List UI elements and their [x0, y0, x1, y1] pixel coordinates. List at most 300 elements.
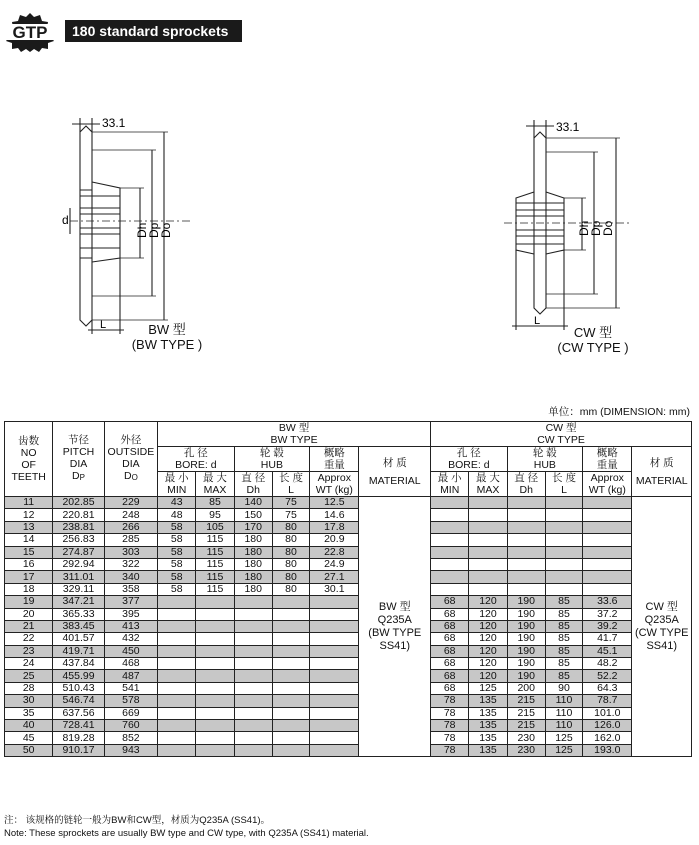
cell-bw-bore-max — [196, 720, 234, 732]
cell-cw-bore-min: 78 — [431, 744, 469, 756]
header-cw-type: CW 型 CW TYPE — [431, 422, 692, 447]
cell-cw-weight — [583, 571, 632, 583]
cell-cw-weight: 126.0 — [583, 720, 632, 732]
header-cw-dh: 直 径 Dh — [507, 472, 545, 497]
cell-bw-hub-l: 80 — [272, 534, 309, 546]
header-cw-bore: 孔 径 BORE: d — [431, 447, 508, 472]
cell-pitch-dia: 256.83 — [53, 534, 104, 546]
cell-cw-hub-l: 85 — [545, 658, 582, 670]
cell-bw-weight: 12.5 — [310, 497, 359, 509]
cell-teeth: 25 — [5, 670, 53, 682]
cell-bw-bore-max — [196, 682, 234, 694]
cell-cw-hub-l: 85 — [545, 645, 582, 657]
header-bw-bore: 孔 径 BORE: d — [158, 447, 235, 472]
cell-cw-hub-dh: 190 — [507, 645, 545, 657]
cell-bw-hub-l — [272, 695, 309, 707]
cell-bw-hub-dh — [234, 720, 272, 732]
table-row — [5, 497, 692, 509]
cell-cw-weight — [583, 509, 632, 521]
header-pitch-dia: 节径 PITCH DIA DP — [53, 422, 104, 497]
cell-cw-hub-l — [545, 497, 582, 509]
cell-outside-dia: 248 — [104, 509, 157, 521]
cell-bw-bore-max — [196, 658, 234, 670]
cell-pitch-dia: 437.84 — [53, 658, 104, 670]
cell-cw-bore-min — [431, 534, 469, 546]
cell-pitch-dia: 311.01 — [53, 571, 104, 583]
cell-bw-weight — [310, 620, 359, 632]
cell-bw-hub-l — [272, 720, 309, 732]
note-chinese: 注： 该规格的链轮一般为BW和CW型，材质为Q235A (SS41)。 — [4, 815, 271, 826]
cell-cw-bore-min: 68 — [431, 682, 469, 694]
cell-cw-hub-l — [545, 521, 582, 533]
cell-cw-weight: 33.6 — [583, 596, 632, 608]
cell-teeth: 18 — [5, 583, 53, 595]
cell-cw-bore-max: 135 — [469, 744, 507, 756]
cell-outside-dia: 358 — [104, 583, 157, 595]
bw-caption-cn: BW 型 — [148, 322, 186, 337]
cell-cw-hub-dh: 190 — [507, 596, 545, 608]
cell-cw-hub-dh: 190 — [507, 658, 545, 670]
cell-cw-weight: 48.2 — [583, 658, 632, 670]
cell-bw-hub-l — [272, 620, 309, 632]
cell-pitch-dia: 455.99 — [53, 670, 104, 682]
cell-cw-hub-l: 125 — [545, 732, 582, 744]
cell-teeth: 22 — [5, 633, 53, 645]
cell-bw-hub-dh: 180 — [234, 571, 272, 583]
cell-cw-bore-min: 68 — [431, 645, 469, 657]
cw-label-dp: Dp — [589, 220, 603, 236]
cell-cw-weight: 101.0 — [583, 707, 632, 719]
cell-cw-hub-dh: 215 — [507, 707, 545, 719]
bw-dim-33-1: 33.1 — [102, 116, 126, 130]
cell-cw-bore-min: 78 — [431, 695, 469, 707]
cell-bw-hub-dh — [234, 658, 272, 670]
cell-bw-hub-l — [272, 682, 309, 694]
logo-text: GTP — [12, 23, 48, 42]
cell-cw-hub-dh — [507, 558, 545, 570]
cell-cw-hub-dh — [507, 571, 545, 583]
cell-teeth: 14 — [5, 534, 53, 546]
bw-label-d: d — [62, 213, 69, 227]
cell-bw-hub-dh — [234, 596, 272, 608]
page-title: 180 standard sprockets — [65, 20, 242, 42]
cell-teeth: 30 — [5, 695, 53, 707]
cell-bw-bore-min — [158, 732, 196, 744]
table-row — [5, 670, 692, 682]
table-row — [5, 682, 692, 694]
cell-cw-hub-l: 85 — [545, 633, 582, 645]
cell-cw-bore-max: 120 — [469, 608, 507, 620]
cell-cw-bore-max — [469, 571, 507, 583]
cw-caption-en: (CW TYPE ) — [557, 340, 629, 355]
cell-bw-bore-max: 115 — [196, 583, 234, 595]
cell-cw-bore-min: 78 — [431, 707, 469, 719]
cell-bw-bore-max: 115 — [196, 571, 234, 583]
cell-cw-hub-dh — [507, 509, 545, 521]
cell-outside-dia: 450 — [104, 645, 157, 657]
cell-pitch-dia: 637.56 — [53, 707, 104, 719]
header-teeth: 齿数 NO OF TEETH — [5, 422, 53, 497]
cell-outside-dia: 760 — [104, 720, 157, 732]
cell-bw-hub-dh: 170 — [234, 521, 272, 533]
cw-label-dh: Dh — [577, 220, 591, 236]
cell-bw-bore-min: 58 — [158, 534, 196, 546]
cw-caption-cn: CW 型 — [573, 325, 613, 340]
cell-outside-dia: 943 — [104, 744, 157, 756]
cell-cw-hub-dh — [507, 521, 545, 533]
cell-cw-hub-dh — [507, 534, 545, 546]
cell-bw-hub-l — [272, 744, 309, 756]
cell-pitch-dia: 202.85 — [53, 497, 104, 509]
cell-bw-hub-dh: 150 — [234, 509, 272, 521]
cell-cw-bore-min: 68 — [431, 608, 469, 620]
table-row — [5, 571, 692, 583]
cell-cw-weight: 52.2 — [583, 670, 632, 682]
cell-cw-bore-max: 120 — [469, 658, 507, 670]
bw-label-l: L — [100, 319, 107, 331]
cell-outside-dia: 852 — [104, 732, 157, 744]
cell-bw-bore-min — [158, 695, 196, 707]
table-row — [5, 732, 692, 744]
cell-pitch-dia: 238.81 — [53, 521, 104, 533]
cell-bw-hub-l — [272, 658, 309, 670]
cell-bw-hub-dh — [234, 670, 272, 682]
cell-bw-bore-min — [158, 596, 196, 608]
cell-bw-hub-l: 80 — [272, 571, 309, 583]
cell-bw-bore-min — [158, 620, 196, 632]
bw-label-dp: Dp — [147, 222, 161, 238]
cell-cw-hub-dh: 190 — [507, 608, 545, 620]
cell-bw-hub-dh: 180 — [234, 546, 272, 558]
cell-teeth: 24 — [5, 658, 53, 670]
cell-cw-hub-l: 85 — [545, 670, 582, 682]
bw-label-dh: Dh — [135, 222, 149, 238]
gtp-logo — [2, 12, 58, 52]
cell-cw-weight: 193.0 — [583, 744, 632, 756]
cell-pitch-dia: 383.45 — [53, 620, 104, 632]
cell-cw-hub-dh: 190 — [507, 633, 545, 645]
cell-bw-weight — [310, 633, 359, 645]
cell-cw-hub-dh — [507, 546, 545, 558]
cell-bw-weight: 24.9 — [310, 558, 359, 570]
cell-bw-hub-l: 80 — [272, 546, 309, 558]
cell-bw-bore-min — [158, 707, 196, 719]
cell-pitch-dia: 728.41 — [53, 720, 104, 732]
table-row — [5, 620, 692, 632]
cell-outside-dia: 669 — [104, 707, 157, 719]
cw-type-caption — [538, 325, 648, 355]
cell-bw-bore-max: 85 — [196, 497, 234, 509]
cell-bw-hub-dh: 180 — [234, 583, 272, 595]
cell-outside-dia: 285 — [104, 534, 157, 546]
cell-outside-dia: 340 — [104, 571, 157, 583]
cell-pitch-dia: 419.71 — [53, 645, 104, 657]
cell-cw-bore-min — [431, 583, 469, 595]
table-row — [5, 521, 692, 533]
cell-bw-hub-l — [272, 732, 309, 744]
cell-cw-hub-l — [545, 546, 582, 558]
cw-dim-33-1: 33.1 — [556, 120, 580, 134]
cell-teeth: 50 — [5, 744, 53, 756]
table-row — [5, 720, 692, 732]
cell-outside-dia: 487 — [104, 670, 157, 682]
cell-bw-bore-min — [158, 744, 196, 756]
header-cw-weight: 概略 重量 — [583, 447, 632, 472]
cell-bw-bore-max: 95 — [196, 509, 234, 521]
cell-bw-bore-min: 58 — [158, 521, 196, 533]
cell-bw-bore-min — [158, 645, 196, 657]
cell-pitch-dia: 274.87 — [53, 546, 104, 558]
cell-cw-bore-max — [469, 546, 507, 558]
cell-cw-weight: 37.2 — [583, 608, 632, 620]
cell-bw-weight — [310, 596, 359, 608]
cw-label-l: L — [534, 315, 541, 327]
cell-bw-hub-dh — [234, 633, 272, 645]
cell-cw-bore-max: 135 — [469, 720, 507, 732]
cell-teeth: 11 — [5, 497, 53, 509]
header-cw-l: 长 度 L — [545, 472, 582, 497]
cell-bw-hub-dh — [234, 620, 272, 632]
cell-cw-hub-dh: 190 — [507, 670, 545, 682]
header-cw-hub: 轮 毂 HUB — [507, 447, 583, 472]
cell-cw-bore-min — [431, 558, 469, 570]
table-row — [5, 596, 692, 608]
table-row — [5, 645, 692, 657]
cell-cw-hub-dh — [507, 583, 545, 595]
cell-teeth: 17 — [5, 571, 53, 583]
cell-bw-weight: 14.6 — [310, 509, 359, 521]
cell-bw-bore-min: 48 — [158, 509, 196, 521]
cell-pitch-dia: 819.28 — [53, 732, 104, 744]
cell-cw-hub-dh — [507, 497, 545, 509]
cell-bw-hub-l: 80 — [272, 521, 309, 533]
header-bw-max: 最 大 MAX — [196, 472, 234, 497]
cell-bw-hub-dh — [234, 732, 272, 744]
cell-bw-weight — [310, 707, 359, 719]
cell-cw-bore-max: 135 — [469, 707, 507, 719]
cell-cw-bore-min — [431, 497, 469, 509]
cell-bw-bore-max: 105 — [196, 521, 234, 533]
header-bw-weight: 概略 重量 — [310, 447, 359, 472]
cell-cw-hub-l — [545, 583, 582, 595]
cell-bw-bore-min: 58 — [158, 546, 196, 558]
header-bw-min: 最 小 MIN — [158, 472, 196, 497]
header-bw-dh: 直 径 Dh — [234, 472, 272, 497]
cell-bw-bore-max — [196, 645, 234, 657]
cell-outside-dia: 229 — [104, 497, 157, 509]
cell-bw-bore-min: 58 — [158, 558, 196, 570]
cw-material-cell: CW 型 Q235A (CW TYPE SS41) — [632, 497, 692, 757]
cell-bw-hub-dh: 180 — [234, 534, 272, 546]
cell-bw-bore-min: 43 — [158, 497, 196, 509]
cell-bw-bore-max: 115 — [196, 546, 234, 558]
cell-cw-hub-dh: 230 — [507, 744, 545, 756]
cell-teeth: 16 — [5, 558, 53, 570]
cell-bw-weight: 20.9 — [310, 534, 359, 546]
table-row — [5, 695, 692, 707]
cell-cw-bore-min: 78 — [431, 732, 469, 744]
cell-bw-bore-max: 115 — [196, 558, 234, 570]
cell-cw-bore-max: 135 — [469, 695, 507, 707]
cw-label-do: Do — [601, 220, 615, 236]
units-label: 单位：mm (DIMENSION: mm) — [548, 406, 690, 418]
cell-pitch-dia: 546.74 — [53, 695, 104, 707]
cell-bw-hub-l — [272, 645, 309, 657]
cell-teeth: 20 — [5, 608, 53, 620]
cell-teeth: 21 — [5, 620, 53, 632]
cell-bw-weight — [310, 645, 359, 657]
cell-cw-hub-l — [545, 558, 582, 570]
cell-bw-bore-max — [196, 744, 234, 756]
cell-cw-bore-min: 68 — [431, 633, 469, 645]
cell-cw-hub-dh: 190 — [507, 620, 545, 632]
cell-cw-bore-max: 120 — [469, 620, 507, 632]
cell-bw-hub-dh — [234, 682, 272, 694]
cell-cw-bore-min — [431, 546, 469, 558]
cell-cw-weight: 39.2 — [583, 620, 632, 632]
table-row — [5, 558, 692, 570]
cell-cw-bore-max: 135 — [469, 732, 507, 744]
cell-bw-weight — [310, 682, 359, 694]
cell-cw-weight: 78.7 — [583, 695, 632, 707]
cell-cw-hub-dh: 215 — [507, 695, 545, 707]
cell-bw-hub-dh — [234, 608, 272, 620]
cell-bw-bore-max — [196, 695, 234, 707]
cell-outside-dia: 468 — [104, 658, 157, 670]
cell-bw-weight: 27.1 — [310, 571, 359, 583]
cell-bw-bore-min: 58 — [158, 583, 196, 595]
cell-outside-dia: 413 — [104, 620, 157, 632]
cell-outside-dia: 322 — [104, 558, 157, 570]
cell-bw-bore-min — [158, 658, 196, 670]
cell-bw-weight — [310, 732, 359, 744]
cell-cw-bore-min — [431, 571, 469, 583]
cell-cw-weight: 64.3 — [583, 682, 632, 694]
cell-bw-hub-l — [272, 608, 309, 620]
cell-cw-bore-max — [469, 509, 507, 521]
cell-teeth: 23 — [5, 645, 53, 657]
cell-cw-weight — [583, 497, 632, 509]
bw-type-caption — [112, 322, 222, 352]
cell-bw-hub-l: 75 — [272, 497, 309, 509]
cell-teeth: 40 — [5, 720, 53, 732]
cell-bw-weight: 22.8 — [310, 546, 359, 558]
cell-bw-hub-l — [272, 707, 309, 719]
cell-outside-dia: 578 — [104, 695, 157, 707]
cell-bw-bore-min — [158, 608, 196, 620]
cell-cw-bore-max — [469, 534, 507, 546]
cell-cw-weight — [583, 521, 632, 533]
cell-bw-weight — [310, 720, 359, 732]
cell-cw-bore-min: 68 — [431, 670, 469, 682]
cell-cw-hub-l: 125 — [545, 744, 582, 756]
cell-bw-hub-l — [272, 596, 309, 608]
cell-cw-hub-dh: 215 — [507, 720, 545, 732]
cell-cw-bore-max — [469, 521, 507, 533]
cell-bw-hub-dh — [234, 744, 272, 756]
cell-cw-bore-min: 68 — [431, 658, 469, 670]
cell-bw-weight — [310, 670, 359, 682]
header-outside-dia: 外径 OUTSIDE DIA DO — [104, 422, 157, 497]
cell-bw-bore-min: 58 — [158, 571, 196, 583]
cell-bw-bore-max — [196, 732, 234, 744]
cell-bw-weight: 17.8 — [310, 521, 359, 533]
header-bw-l: 长 度 L — [272, 472, 309, 497]
sprocket-spec-table — [4, 421, 692, 757]
cell-cw-hub-l: 85 — [545, 620, 582, 632]
table-row — [5, 509, 692, 521]
cell-bw-bore-min — [158, 720, 196, 732]
cell-teeth: 12 — [5, 509, 53, 521]
cell-pitch-dia: 329.11 — [53, 583, 104, 595]
table-row — [5, 546, 692, 558]
cell-outside-dia: 266 — [104, 521, 157, 533]
cell-cw-hub-dh: 230 — [507, 732, 545, 744]
cell-pitch-dia: 365.33 — [53, 608, 104, 620]
cell-bw-weight — [310, 695, 359, 707]
cell-pitch-dia: 292.94 — [53, 558, 104, 570]
cell-cw-weight: 45.1 — [583, 645, 632, 657]
cell-cw-bore-max — [469, 583, 507, 595]
cell-cw-hub-l: 110 — [545, 695, 582, 707]
cell-cw-bore-min: 68 — [431, 620, 469, 632]
cell-pitch-dia: 910.17 — [53, 744, 104, 756]
cell-cw-weight: 41.7 — [583, 633, 632, 645]
cell-teeth: 35 — [5, 707, 53, 719]
cell-bw-hub-dh: 180 — [234, 558, 272, 570]
cell-teeth: 13 — [5, 521, 53, 533]
cell-teeth: 19 — [5, 596, 53, 608]
header-bw-hub: 轮 毂 HUB — [234, 447, 310, 472]
cell-bw-bore-max — [196, 633, 234, 645]
bw-material-cell: BW 型 Q235A (BW TYPE SS41) — [359, 497, 431, 757]
cell-bw-weight — [310, 658, 359, 670]
cell-teeth: 15 — [5, 546, 53, 558]
cell-bw-bore-max — [196, 608, 234, 620]
cell-cw-hub-l — [545, 534, 582, 546]
table-row — [5, 707, 692, 719]
cell-bw-hub-dh — [234, 707, 272, 719]
cell-bw-hub-l: 75 — [272, 509, 309, 521]
cell-cw-bore-max — [469, 497, 507, 509]
cell-cw-bore-max: 120 — [469, 645, 507, 657]
cell-pitch-dia: 347.21 — [53, 596, 104, 608]
cell-bw-hub-dh — [234, 645, 272, 657]
bw-caption-en: (BW TYPE ) — [131, 337, 203, 352]
table-row — [5, 583, 692, 595]
header-cw-min: 最 小 MIN — [431, 472, 469, 497]
cell-bw-hub-dh — [234, 695, 272, 707]
cell-outside-dia: 395 — [104, 608, 157, 620]
cell-bw-hub-dh: 140 — [234, 497, 272, 509]
cell-bw-weight: 30.1 — [310, 583, 359, 595]
header-bw-type: BW 型 BW TYPE — [158, 422, 431, 447]
cell-cw-weight — [583, 534, 632, 546]
cell-teeth: 28 — [5, 682, 53, 694]
cell-cw-bore-min: 78 — [431, 720, 469, 732]
cell-outside-dia: 541 — [104, 682, 157, 694]
cell-bw-hub-l: 80 — [272, 558, 309, 570]
cell-bw-weight — [310, 744, 359, 756]
cell-pitch-dia: 510.43 — [53, 682, 104, 694]
cell-cw-hub-l: 85 — [545, 608, 582, 620]
cell-bw-bore-max — [196, 620, 234, 632]
bw-label-do: Do — [159, 222, 173, 238]
cell-cw-hub-l — [545, 509, 582, 521]
cell-bw-hub-l — [272, 633, 309, 645]
cell-cw-hub-l: 110 — [545, 720, 582, 732]
table-row — [5, 534, 692, 546]
